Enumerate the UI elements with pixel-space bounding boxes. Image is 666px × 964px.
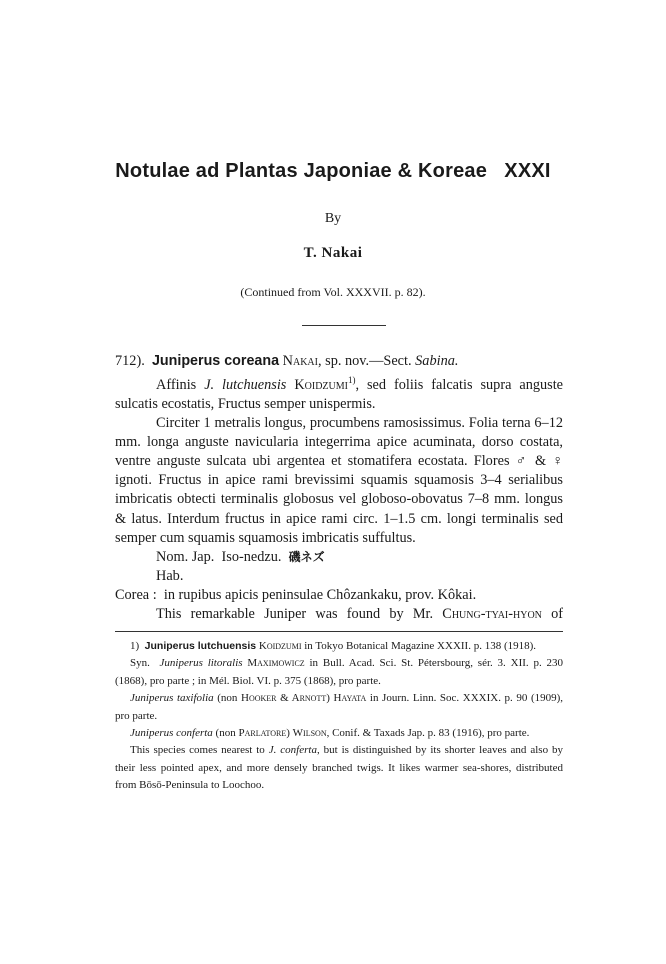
synonym-2-citation: in Journ. Linn. Soc. XXXIX. p. 90 (1909), pro parte. [115,692,564,722]
description-paragraph: Circiter 1 metralis longus, procumbens ramosissimus. Folia terna 6–12 mm. longa anguste navicularia integerrima apice acuminata, dorso costata, ventre anguste sulcata ubi argentea et stomatifera ecostata. Flores ♂ & ♀ ignoti. Fructus in apice rami brevissimi squamis squamosis 3–4 serialibus imbricatis obtecti terminalis globosus vel globoso-obovatus 7–8 mm. longus & latus. Interdum fructus in apice rami circ. 1–1.5 cm. longi terminalis sed semper cum squamis squamosis imbricatis suffultus. [115,415,563,546]
main-text [115,352,563,624]
species-author: Nakai [282,353,318,369]
entry-number: 712). [115,353,145,369]
by-line: By [324,211,342,226]
synonym-3-close: ) [286,727,290,740]
locality-label: Corea : [115,586,157,603]
footnotes [115,638,563,795]
synonym-1-author: Maximowicz [247,657,305,670]
footnote-species: Juniperus lutchuensis [144,640,257,652]
synonym-2-close: ) [326,692,330,705]
synonym-2 [115,690,563,725]
species-heading [115,352,563,371]
nom-jap-value: Iso-nedzu. [221,548,282,565]
affinis-post: , sed foliis falcatis supra anguste sulcatis ecostatis, Fructus semper unispermis. [115,376,564,412]
synonym-3 [115,725,563,742]
synonym-2-author: Hayata [333,692,367,705]
japanese-name-line [115,548,563,567]
affinis-paragraph [115,371,563,414]
article-title: Notulae ad Plantas Japoniae & Koreae XXXI [115,160,551,182]
synonym-3-non: (non [215,727,236,740]
synonym-1-citation: in Bull. Acad. Sci. St. Pétersbourg, sér. 3. XII. p. 230 (1868), pro parte ; in Mél. Biol. VI. p. 375 (1868), pro parte. [115,657,564,687]
affinis-pre: Affinis [156,376,197,393]
synonym-1 [115,655,563,690]
remark-post: of [551,605,564,622]
author-name: T. Nakai [303,245,363,261]
note-species: J. conferta [268,744,317,757]
note-post: , but is distinguished by its shorter leaves and also by their less pointed apex, and more densely branched twigs. It likes warmer sea-shores, distributed from Bōsō-Peninsula to Loochoo. [115,744,563,792]
footnote-number: 1) [130,640,140,652]
collector-name: Chung-tyai-hyon [442,605,542,622]
synonym-2-excluded-authors: Hooker & Arnott [241,692,327,705]
species-heading-rest: , sp. nov.—Sect. [317,353,412,369]
note-pre: This species comes nearest to [130,744,265,757]
synonym-1-species: Juniperus litoralis [159,657,243,670]
remark-pre: This remarkable Juniper was found by Mr. [156,605,434,622]
synonym-3-excluded-authors: Parlatore [238,727,287,740]
footnote-divider [115,631,563,632]
remark-paragraph [115,605,563,624]
nom-jap-label: Nom. Jap. [156,548,215,565]
nom-jap-kana: 磯ネズ [288,549,325,564]
footnote-1 [115,638,563,655]
habitat-label: Hab. [156,567,184,584]
species-name: Juniperus coreana [151,353,280,369]
continuation-note: (Continued from Vol. XXXVII. p. 82). [240,285,426,299]
synonym-3-author: Wilson [292,727,327,740]
synonym-3-citation: , Conif. & Taxads Jap. p. 83 (1916), pro parte. [326,727,530,740]
footnote-citation: in Tokyo Botanical Magazine XXXII. p. 138 (1918). [304,640,537,652]
synonym-2-non: (non [217,692,238,705]
synonym-3-species: Juniperus conferta [130,727,213,740]
footnote-ref: 1) [347,375,356,386]
title-divider [302,325,386,326]
locality-text: in rupibus apicis peninsulae Chôzankaku, prov. Kôkai. [163,586,477,603]
affinis-species: J. lutchuensis [204,376,287,393]
synonym-2-species: Juniperus taxifolia [130,692,214,705]
affinis-author: Koidzumi [294,376,348,393]
locality-line [115,586,563,605]
synonym-label: Syn. [130,657,150,670]
comparison-note [115,742,563,794]
footnote-author: Koidzumi [258,640,302,652]
section-name: Sabina. [415,353,459,369]
